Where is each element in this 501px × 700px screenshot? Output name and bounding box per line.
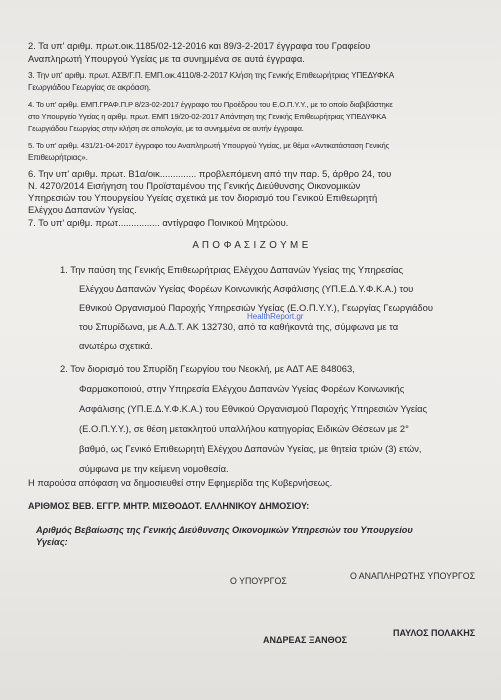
reference-line: Γεωργιάδου Γεωργίας στην κλήση σε απολογία, με τα συνημμένα σε αυτήν έγγραφα. xyxy=(28,124,304,133)
reference-line: 4. Το υπ' αριθμ. ΕΜΠ.ΓΡΑΦ.Π.Ρ 8/23-02-2017 έγγραφο του Προέδρου του Ε.Ο.Π.Υ.Υ., με το οποίο διαβιβάστηκε xyxy=(28,100,393,109)
decision-2-line: σύμφωνα με την κείμενη νομοθεσία. xyxy=(79,463,229,474)
minister-name: ΑΝΔΡΕΑΣ ΞΑΝΘΟΣ xyxy=(263,635,348,645)
registry-number-label: ΑΡΙΘΜΟΣ ΒΕΒ. ΕΓΓΡ. ΜΗΤΡ. ΜΙΣΘΟΔΟΤ. ΕΛΛΗΝΙΚΟΥ ΔΗΜΟΣΙΟΥ: xyxy=(28,501,310,511)
decision-1-line: Εθνικού Οργανισμού Παροχής Υπηρεσιών Υγείας (Ε.Ο.Π.Υ.Υ.), Γεωργίας Γεωργιάδου xyxy=(79,302,433,313)
decision-1-line: ανωτέρω σχετικά. xyxy=(79,340,153,351)
decision-1-line: Ελέγχου Δαπανών Υγείας Φορέων Κοινωνικής Ασφάλισης (ΥΠ.Ε.Δ.Υ.Φ.Κ.Α.) του xyxy=(79,283,414,294)
reference-line: 6. Την υπ' αριθμ. πρωτ. Β1α/οικ.............. προβλεπόμενη από την παρ. 5, άρθρο 24, του xyxy=(28,168,392,179)
decision-2-line: 2. Τον διορισμό του Σπυρίδη Γεωργίου του Νεοκλή, με ΑΔΤ ΑΕ 848063, xyxy=(60,363,355,374)
reference-line: 2. Τα υπ' αριθμ. πρωτ.οικ.1185/02-12-2016 και 89/3-2-2017 έγγραφα του Γραφείου xyxy=(28,40,371,51)
decision-heading: Α Π Ο Φ Α Σ Ι Ζ Ο Υ Μ Ε xyxy=(192,240,309,251)
reference-line: στο Υπουργείο Υγείας η αριθμ. πρωτ. ΕΜΠ 19/20-02-2017 Απάντηση της Γενικής Επιθεωρήτριας ΥΠΕΔΥΦΚΑ xyxy=(28,112,387,121)
decision-2-line: (Ε.Ο.Π.Υ.Υ.), σε θέση μετακλητού υπαλλήλου κατηγορίας Ειδικών Θέσεων με 2° xyxy=(79,423,409,434)
deputy-minister-title: Ο ΑΝΑΠΛΗΡΩΤΗΣ ΥΠΟΥΡΓΟΣ xyxy=(350,571,476,581)
reference-line: 3. Την υπ' αριθμ. πρωτ. ΑΣΒ/Γ.Π. ΕΜΠ.οικ.4110/8-2-2017 Κλήση της Γενικής Επιθεωρήτριας ΥΠΕΔΥΦΚΑ xyxy=(28,71,395,80)
decision-2-line: Ασφάλισης (ΥΠ.Ε.Δ.Υ.Φ.Κ.Α.) του Εθνικού Οργανισμού Παροχής Υπηρεσιών Υγείας xyxy=(79,403,428,414)
reference-line: 7. Το υπ' αριθμ. πρωτ................ αντίγραφο Ποινικού Μητρώου. xyxy=(28,217,289,228)
certification-line: Αριθμός Βεβαίωσης της Γενικής Διεύθυνσης Οικονομικών Υπηρεσιών του Υπουργείου xyxy=(36,525,413,535)
reference-line: Υπηρεσιών του Υπουργείου Υγείας σχετικά με τον διορισμό του Γενικού Επιθεωρητή xyxy=(28,192,378,203)
certification-line: Υγείας: xyxy=(36,537,68,547)
minister-title: Ο ΥΠΟΥΡΓΟΣ xyxy=(230,576,287,586)
decision-1-line: 1. Την παύση της Γενικής Επιθεωρήτριας Ελέγχου Δαπανών Υγείας της Υπηρεσίας xyxy=(60,264,404,275)
reference-line: Γεωργιάδου Γεωργίας σε ακρόαση. xyxy=(28,83,151,92)
decision-1-line: του Σπυρίδωνα, με Α.Δ.Τ. ΑΚ 132730, από τα καθήκοντά της, σύμφωνα με τα xyxy=(79,321,399,332)
reference-line: Αναπληρωτή Υπουργού Υγείας με τα συνημμένα σε αυτά έγγραφα. xyxy=(28,53,305,64)
decision-2-line: Φαρμακοποιού, στην Υπηρεσία Ελέγχου Δαπανών Υγείας Φορέων Κοινωνικής xyxy=(79,383,405,394)
decision-2-line: βαθμό, ως Γενικό Επιθεωρητή Ελέγχου Δαπανών Υγείας, με θητεία τριών (3) ετών, xyxy=(79,443,422,454)
publication-note: Η παρούσα απόφαση να δημοσιευθεί στην Εφημερίδα της Κυβερνήσεως. xyxy=(28,477,333,488)
watermark: HealthReport.gr xyxy=(247,312,304,321)
reference-line: Ελέγχου Δαπανών Υγείας. xyxy=(28,204,137,215)
deputy-minister-name: ΠΑΥΛΟΣ ΠΟΛΑΚΗΣ xyxy=(393,628,476,638)
reference-line: Επιθεωρήτριας». xyxy=(28,153,88,162)
reference-line: Ν. 4270/2014 Εισήγηση του Προϊσταμένου της Γενικής Διεύθυνσης Οικονομικών xyxy=(28,180,361,191)
reference-line: 5. Το υπ' αριθμ. 431/21-04-2017 έγγραφο του Αναπληρωτή Υπουργού Υγείας, με θέμα «Αντικατάσταση Γενικής xyxy=(28,141,390,150)
